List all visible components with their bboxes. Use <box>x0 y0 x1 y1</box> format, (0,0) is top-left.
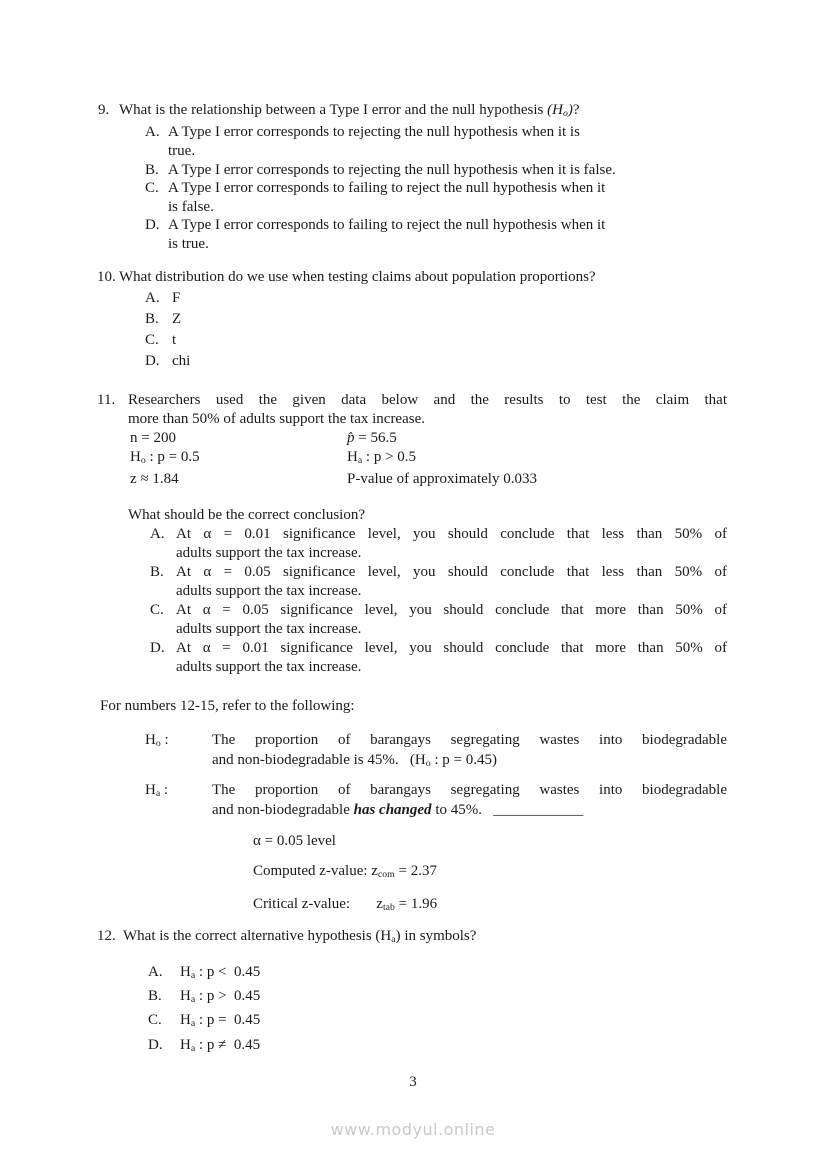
option-letter: A. <box>148 963 163 980</box>
question-9-number: 9. <box>98 102 110 118</box>
option-text: Ha : p > 0.45 <box>180 988 261 1005</box>
option-text: Ha : p ≠ 0.45 <box>180 1036 261 1054</box>
option-letter: A. <box>145 124 160 141</box>
question-11 <box>97 391 727 677</box>
option-text: t <box>172 332 177 349</box>
option-letter: D. <box>145 217 160 234</box>
question-9-header <box>97 101 727 123</box>
null-hypothesis-label: Ho : <box>145 731 169 749</box>
computed-z-line: Computed z-value: zcom = 2.37 <box>253 862 437 880</box>
question-9 <box>97 101 727 254</box>
option-text: A Type I error corresponds to rejecting the null hypothesis when it is false. <box>168 161 616 178</box>
question-9-options <box>97 123 727 253</box>
question-11-data-block <box>97 429 727 489</box>
null-hypothesis-text: The proportion of barangays segregating wastes into biodegradable and non-biodegradable is 45%. (Ho : p = 0.45) <box>212 731 727 770</box>
option-letter: B. <box>145 161 159 178</box>
option-row-10a <box>145 288 727 309</box>
data-ha: Ha : p > 0.5 <box>347 449 417 466</box>
option-row-9b <box>145 161 727 180</box>
critical-z-line: Critical z-value: ztab = 1.96 <box>253 896 438 914</box>
question-12 <box>97 927 727 1059</box>
question-10 <box>97 268 727 373</box>
question-12-prompt: What is the correct alternative hypothesis (Ha) in symbols? <box>123 928 477 945</box>
data-row-hypotheses <box>130 448 727 470</box>
option-text: Ha : p < 0.45 <box>180 963 261 981</box>
question-11-subprompt: What should be the correct conclusion? <box>128 506 365 523</box>
option-row-12d <box>148 1035 727 1059</box>
null-hypothesis-row <box>97 730 727 775</box>
option-text: chi <box>172 353 191 370</box>
reference-intro: For numbers 12-15, refer to the following: <box>100 697 355 714</box>
data-pvalue: P-value of approximately 0.033 <box>347 470 537 487</box>
alternative-hypothesis-label: Ha : <box>145 781 169 799</box>
option-text: A Type I error corresponds to failing to reject the null hypothesis when it is false. <box>168 180 606 215</box>
question-10-prompt: What distribution do we use when testing claims about population proportions? <box>119 268 596 285</box>
option-letter: C. <box>145 332 159 349</box>
question-10-number: 10. <box>97 268 116 285</box>
option-letter: C. <box>150 601 164 618</box>
option-text: A Type I error corresponds to rejecting the null hypothesis when it is true. <box>168 124 580 159</box>
option-letter: B. <box>150 563 164 580</box>
reference-block-12-15 <box>97 697 727 917</box>
question-11-prompt: Researchers used the given data below and the results to test the claim that more than 50% of adults support the tax increase. <box>128 392 727 428</box>
data-n: n = 200 <box>130 430 176 447</box>
data-row-n-phat <box>130 429 727 448</box>
question-11-number: 11. <box>97 392 116 409</box>
option-text: At α = 0.01 significance level, you should conclude that less than 50% of adults support the tax increase. <box>176 525 727 561</box>
question-12-options <box>97 962 727 1059</box>
option-letter: A. <box>150 525 165 542</box>
option-row-9d <box>145 216 727 253</box>
option-row-11b <box>150 563 727 601</box>
data-z: z ≈ 1.84 <box>130 470 179 487</box>
option-row-10d <box>145 351 727 372</box>
option-row-12b <box>148 986 727 1010</box>
data-row-z-pvalue <box>130 470 727 489</box>
question-11-options <box>97 525 727 677</box>
option-letter: D. <box>145 353 160 370</box>
option-row-11a <box>150 525 727 563</box>
option-text: Ha : p = 0.45 <box>180 1012 261 1030</box>
option-row-11c <box>150 601 727 639</box>
question-10-options <box>97 288 727 372</box>
option-row-9c <box>145 179 727 216</box>
option-text: Z <box>172 311 182 328</box>
option-text: At α = 0.01 significance level, you should conclude that more than 50% of adults support the tax increase. <box>176 639 727 675</box>
option-letter: C. <box>148 1012 162 1029</box>
option-letter: C. <box>145 180 159 197</box>
option-row-12c <box>148 1010 727 1034</box>
data-phat: p̂ = 56.5 <box>347 430 397 447</box>
question-10-header <box>97 268 727 287</box>
watermark-text: www.modyul.online <box>330 1120 496 1139</box>
option-row-12a <box>148 962 727 986</box>
option-text: A Type I error corresponds to failing to reject the null hypothesis when it is true. <box>168 217 606 252</box>
option-letter: B. <box>145 311 159 328</box>
option-letter: D. <box>148 1036 163 1053</box>
option-letter: D. <box>150 639 165 656</box>
option-text: At α = 0.05 significance level, you should conclude that more than 50% of adults support the tax increase. <box>176 601 727 637</box>
question-11-header <box>97 391 727 429</box>
question-12-number: 12. <box>97 928 116 945</box>
option-letter: B. <box>148 988 162 1005</box>
option-row-10b <box>145 309 727 330</box>
question-9-prompt: What is the relationship between a Type I error and the null hypothesis (Ho)? <box>119 102 580 119</box>
option-text: F <box>172 290 181 307</box>
option-row-10c <box>145 330 727 351</box>
option-text: At α = 0.05 significance level, you should conclude that less than 50% of adults support the tax increase. <box>176 563 727 599</box>
data-h0: Ho : p = 0.5 <box>130 449 200 466</box>
option-row-9a <box>145 123 727 160</box>
option-row-11d <box>150 639 727 677</box>
page-content <box>97 0 727 1059</box>
page-number: 3 <box>409 1074 417 1090</box>
alternative-hypothesis-text: The proportion of barangays segregating wastes into biodegradable and non-biodegradable has changed to 45%. ____________ <box>212 781 727 819</box>
question-12-header <box>97 927 727 949</box>
option-letter: A. <box>145 290 160 307</box>
alternative-hypothesis-row <box>97 780 727 821</box>
alpha-level-line: α = 0.05 level <box>253 832 336 849</box>
